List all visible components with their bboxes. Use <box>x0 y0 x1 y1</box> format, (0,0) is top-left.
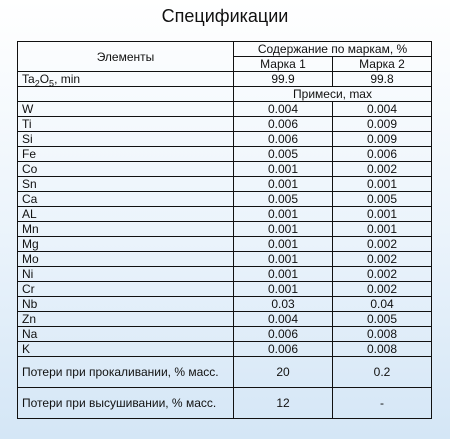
impurity-row <box>18 132 432 147</box>
impurity-row <box>18 192 432 207</box>
grade-1-value: 20 <box>234 357 333 388</box>
grade-2-value: 0.008 <box>333 342 432 357</box>
impurity-row <box>18 207 432 222</box>
grade-2-value: 0.04 <box>333 297 432 312</box>
grade-2-value: 0.002 <box>333 252 432 267</box>
grade-2-value: 0.001 <box>333 222 432 237</box>
page-title: Спецификации <box>161 6 289 26</box>
element-name: W <box>18 102 234 117</box>
impurity-row <box>18 102 432 117</box>
header-elements: Элементы <box>18 42 234 72</box>
grade-1-value: 12 <box>234 388 333 419</box>
grade-2-value: 0.002 <box>333 162 432 177</box>
element-name: Ca <box>18 192 234 207</box>
main-component-grade-1: 99.9 <box>234 72 333 87</box>
element-name: Mg <box>18 237 234 252</box>
element-name: Потери при прокаливании, % масс. <box>18 357 234 388</box>
grade-1-value: 0.001 <box>234 237 333 252</box>
element-name: Cr <box>18 282 234 297</box>
grade-1-value: 0.001 <box>234 282 333 297</box>
header-content: Содержание по маркам, % <box>234 42 432 57</box>
grade-2-value: 0.008 <box>333 327 432 342</box>
element-name: Mo <box>18 252 234 267</box>
impurities-header-row <box>18 87 432 102</box>
grade-2-value: 0.005 <box>333 192 432 207</box>
element-name: Ti <box>18 117 234 132</box>
element-name: Потери при высушивании, % масс. <box>18 388 234 419</box>
impurity-row <box>18 267 432 282</box>
grade-1-value: 0.001 <box>234 252 333 267</box>
grade-2-value: 0.006 <box>333 147 432 162</box>
impurity-row <box>18 252 432 267</box>
element-name: Fe <box>18 147 234 162</box>
element-name: Ni <box>18 267 234 282</box>
element-name: Co <box>18 162 234 177</box>
grade-1-value: 0.03 <box>234 297 333 312</box>
grade-2-value: 0.2 <box>333 357 432 388</box>
grade-2-value: 0.004 <box>333 102 432 117</box>
grade-2-value: 0.009 <box>333 117 432 132</box>
header-row <box>18 42 432 57</box>
grade-2-value: 0.005 <box>333 312 432 327</box>
grade-2-value: - <box>333 388 432 419</box>
element-name: Si <box>18 132 234 147</box>
grade-1-value: 0.001 <box>234 267 333 282</box>
main-component-row <box>18 72 432 87</box>
element-name: K <box>18 342 234 357</box>
grade-1-value: 0.005 <box>234 192 333 207</box>
impurity-row <box>18 162 432 177</box>
element-name: Mn <box>18 222 234 237</box>
impurity-row <box>18 297 432 312</box>
grade-1-value: 0.001 <box>234 222 333 237</box>
element-name: Zn <box>18 312 234 327</box>
impurity-row <box>18 312 432 327</box>
loss-row <box>18 357 432 388</box>
impurity-row <box>18 117 432 132</box>
impurities-header-blank <box>18 87 234 102</box>
element-name: Sn <box>18 177 234 192</box>
impurity-row <box>18 147 432 162</box>
grade-2-value: 0.001 <box>333 207 432 222</box>
element-name: Na <box>18 327 234 342</box>
grade-1-value: 0.004 <box>234 102 333 117</box>
impurities-header: Примеси, max <box>234 87 432 102</box>
impurity-row <box>18 222 432 237</box>
loss-row <box>18 388 432 419</box>
grade-1-value: 0.006 <box>234 117 333 132</box>
grade-2-value: 0.001 <box>333 177 432 192</box>
grade-2-value: 0.002 <box>333 237 432 252</box>
header-grade-2: Марка 2 <box>333 57 432 72</box>
grade-1-value: 0.001 <box>234 177 333 192</box>
element-name: AL <box>18 207 234 222</box>
impurity-row <box>18 177 432 192</box>
grade-1-value: 0.001 <box>234 207 333 222</box>
grade-1-value: 0.006 <box>234 342 333 357</box>
impurity-row <box>18 237 432 252</box>
grade-1-value: 0.004 <box>234 312 333 327</box>
main-component-grade-2: 99.8 <box>333 72 432 87</box>
grade-2-value: 0.009 <box>333 132 432 147</box>
impurity-row <box>18 282 432 297</box>
element-name: Nb <box>18 297 234 312</box>
impurity-row <box>18 342 432 357</box>
specification-table <box>17 41 432 419</box>
impurity-row <box>18 327 432 342</box>
grade-1-value: 0.006 <box>234 132 333 147</box>
header-grade-1: Марка 1 <box>234 57 333 72</box>
main-component-name: $Ta_2O_5$, min <box>18 72 234 87</box>
grade-2-value: 0.002 <box>333 282 432 297</box>
grade-1-value: 0.001 <box>234 162 333 177</box>
grade-2-value: 0.002 <box>333 267 432 282</box>
grade-1-value: 0.005 <box>234 147 333 162</box>
grade-1-value: 0.006 <box>234 327 333 342</box>
